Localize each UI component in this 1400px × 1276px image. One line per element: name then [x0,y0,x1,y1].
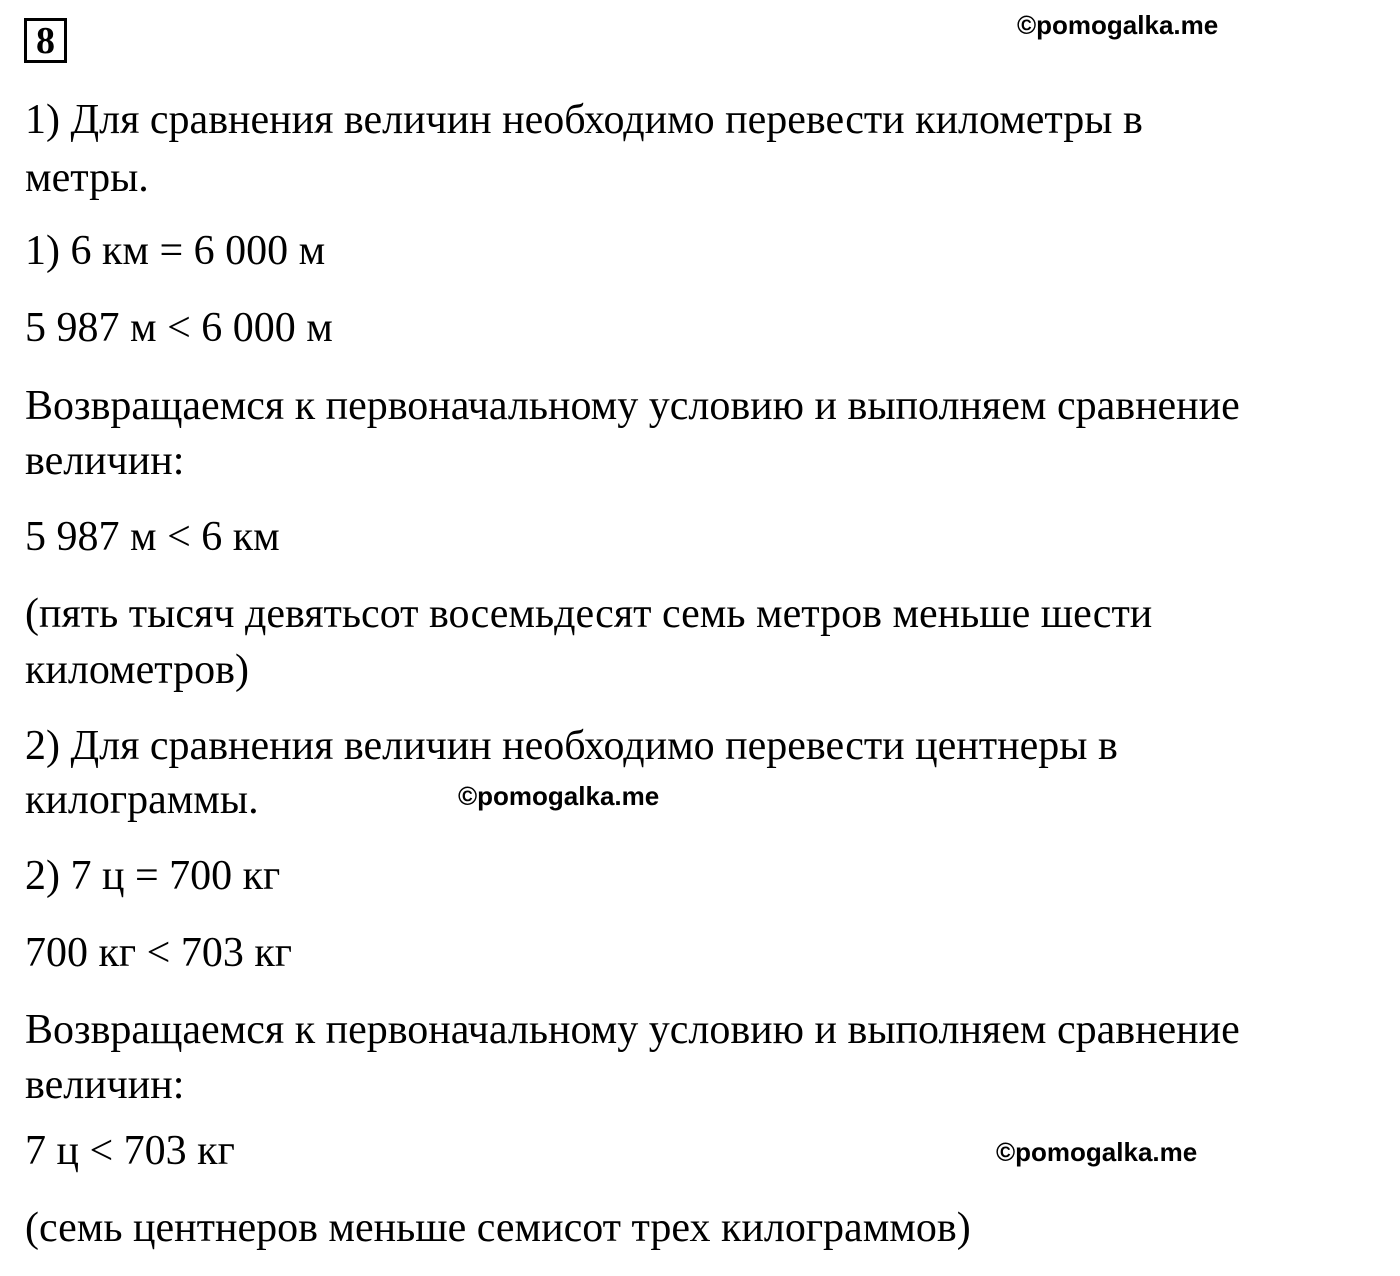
paragraph-line: (пять тысяч девятьсот восемьдесят семь метров меньше шести [25,591,1153,637]
watermark-top: ©pomogalka.me [1017,10,1219,40]
paragraph-line: Возвращаемся к первоначальному условию и выполняем сравнение [25,1007,1240,1053]
equation-line: 5 987 м < 6 км [25,514,280,560]
paragraph-line: килограммы. [25,777,259,823]
watermark-bottom: ©pomogalka.me [996,1137,1198,1167]
task-number-box [24,18,67,63]
equation-line: 1) 6 км = 6 000 м [25,228,326,274]
paragraph-line: величин: [25,438,185,484]
paragraph-line: метры. [25,155,149,201]
equation-line: 7 ц < 703 кг [25,1128,235,1174]
watermark-middle: ©pomogalka.me [458,781,660,811]
paragraph-line: километров) [25,647,249,693]
equation-line: 5 987 м < 6 000 м [25,305,333,351]
paragraph-line: 2) Для сравнения величин необходимо перевести центнеры в [25,723,1118,769]
paragraph-line: величин: [25,1062,185,1108]
paragraph-line: (семь центнеров меньше семисот трех килограммов) [25,1205,971,1251]
equation-line: 700 кг < 703 кг [25,930,292,976]
paragraph-line: Возвращаемся к первоначальному условию и выполняем сравнение [25,383,1240,429]
equation-line: 2) 7 ц = 700 кг [25,853,281,899]
task-number: 8 [36,19,55,62]
paragraph-line: 1) Для сравнения величин необходимо перевести километры в [25,97,1143,143]
